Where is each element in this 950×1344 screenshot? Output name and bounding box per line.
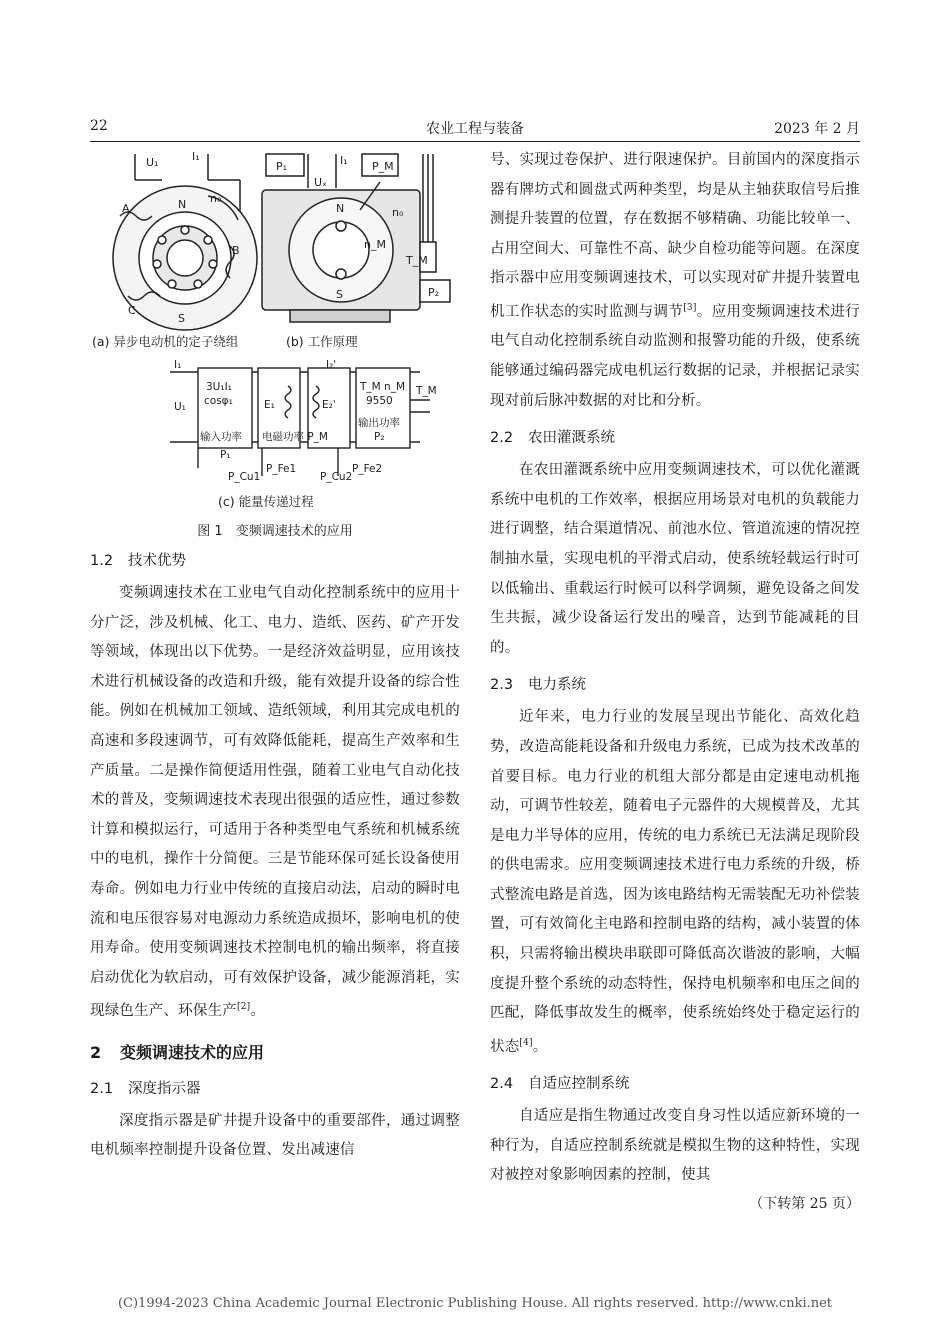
right-column xyxy=(490,146,860,1213)
section-1-2-heading xyxy=(90,549,460,573)
label-i1-c: I₁ xyxy=(174,359,182,371)
subcaption-b: (b) 工作原理 xyxy=(286,334,358,349)
section-2-1-paragraph: 深度指示器是矿井提升设备中的重要部件，通过调整电机频率控制提升设备位置、发出减速信 xyxy=(90,1112,460,1159)
header-rule xyxy=(90,141,860,142)
section-2-4-heading xyxy=(490,1072,860,1096)
formula-tmnm: T_M n_M xyxy=(360,381,406,393)
section-2-2-heading xyxy=(490,426,860,450)
label-pm-b: P_M xyxy=(372,160,394,173)
label-pcu2: P_Cu2 xyxy=(320,471,353,483)
label-u1-c: U₁ xyxy=(174,401,186,413)
journal-name: 农业工程与装备 xyxy=(426,121,524,137)
section-2-2-paragraph: 在农田灌溉系统中应用变频调速技术，可以优化灌溉系统中电机的工作效率，根据应用场景对电机的负载能力进行调整，结合渠道情况、前池水位、管道流速的情况控制抽水量，实现电机的平滑式启动，使系统轻载运行时可以低输出、重载运行时候可以科学调频，避免设备之间发生共振，减少设备运行发出的噪音，达到节能减耗的目的。 xyxy=(490,462,860,656)
label-i1-b: I₁ xyxy=(340,154,348,167)
formula-9550: 9550 xyxy=(366,395,393,407)
section-2-heading xyxy=(90,1039,460,1067)
section-2-3-paragraph xyxy=(490,703,860,1062)
label-n0-a: n₀ xyxy=(210,192,222,205)
label-n0-b: n₀ xyxy=(392,206,404,219)
section-title: 电力系统 xyxy=(528,677,586,694)
label-u1-a: U₁ xyxy=(146,156,159,169)
formula-3u1i1: 3U₁I₁ xyxy=(206,381,232,393)
left-column xyxy=(90,146,460,1166)
label-pcu1: P_Cu1 xyxy=(228,471,261,483)
label-input-power: 输入功率 xyxy=(200,431,242,443)
label-pfe2: P_Fe2 xyxy=(352,463,383,475)
subcaption-c: (c) 能量传递过程 xyxy=(218,494,314,509)
figure-1 xyxy=(90,146,460,516)
copyright-footer: (C)1994-2023 China Academic Journal Electronic Publishing House. All rights reserved. http://www.cnki.net xyxy=(117,1296,833,1311)
paragraph-end: 。 xyxy=(532,1038,548,1055)
section-number: 2.4 xyxy=(490,1076,514,1093)
figure-caption: 图 1 变频调速技术的应用 xyxy=(197,524,353,539)
label-ux: Uₓ xyxy=(314,176,327,189)
label-e1: E₁ xyxy=(264,399,275,411)
paragraph-text: 近年来，电力行业的发展呈现出节能化、高效化趋势，改造高能耗设备和升级电力系统，已成为技术改革的首要目标。电力行业的机组大部分都是由定速电动机拖动，可调节性较差，随着电子元器件的大规模普及，尤其是电力半导体的应用，传统的电力系统已无法满足现阶段的供电需求。应用变频调速技术进行电力系统的升级，桥式整流电路是首选，因为该电路结构无需装配无功补偿装置，可有效简化主电路和控制电路的结构，减小装置的体积，只需将输出模块串联即可降低高次谐波的影响，大幅度提升整个系统的动态特性，保持电机频率和电压之间的匹配，降低事故发生的概率，使系统始终处于稳定运行的状态 xyxy=(490,709,860,1055)
paragraph-text: 号、实现过卷保护、进行限速保护。目前国内的深度指示器有牌坊式和圆盘式两种类型，均是从主轴获取信号后推测提升装置的位置，存在数据不够精确、功能比较单一、占用空间大、可靠性不高、缺少自检功能等问题。在深度指示器中应用变频调速技术，可以实现对矿井提升装置电机工作状态的实时监测与调节 xyxy=(490,152,860,320)
section-2-3-heading xyxy=(490,673,860,697)
section-number: 2.1 xyxy=(90,1080,114,1097)
label-nm-b: n_M xyxy=(364,238,386,251)
citation-2: [2] xyxy=(237,1002,251,1013)
label-p2-b: P₂ xyxy=(428,286,440,299)
label-e2: E₂' xyxy=(322,399,336,411)
label-input-sym: P₁ xyxy=(220,449,231,461)
label-a: A xyxy=(122,202,130,215)
label-p1-b: P₁ xyxy=(276,160,288,173)
label-s: S xyxy=(178,312,185,325)
formula-cosphi: cosφ₁ xyxy=(204,395,233,407)
principle-drawing xyxy=(262,154,450,322)
subcaption-a: (a) 异步电动机的定子绕组 xyxy=(92,334,239,349)
section-2-4-paragraph: 自适应是指生物通过改变自身习性以适应新环境的一种行为，自适应控制系统就是模拟生物的这种特性，实现对被控对象影响因素的控制，使其 xyxy=(490,1108,860,1184)
label-tm-c: T_M xyxy=(416,385,437,397)
page-number: 22 xyxy=(90,118,108,134)
label-s-b: S xyxy=(336,288,343,301)
section-number: 2.3 xyxy=(490,677,514,694)
label-output-power: 输出功率 xyxy=(358,417,400,429)
section-number: 2 xyxy=(90,1042,102,1062)
section-title: 农田灌溉系统 xyxy=(528,430,615,447)
continued-note: （下转第 25 页） xyxy=(749,1196,860,1213)
section-title: 自适应控制系统 xyxy=(528,1076,630,1093)
citation-3: [3] xyxy=(683,302,697,313)
label-c: C xyxy=(128,304,136,317)
label-tm-b: T_M xyxy=(406,254,428,267)
section-1-2-paragraph xyxy=(90,579,460,1027)
figure-1-diagram xyxy=(90,146,460,516)
page-header xyxy=(90,118,860,140)
section-number: 2.2 xyxy=(490,430,514,447)
label-n: N xyxy=(178,198,187,211)
continued-paragraph xyxy=(490,146,860,416)
label-i1-a: I₁ xyxy=(192,150,200,163)
label-n-b: N xyxy=(336,202,345,215)
section-number: 1.2 xyxy=(90,553,114,569)
issue-date: 2023 年 2 月 xyxy=(774,121,860,137)
label-output-sym: P₂ xyxy=(374,431,385,443)
label-b: B xyxy=(232,244,240,257)
label-pfe1: P_Fe1 xyxy=(266,463,297,475)
paragraph-end: 。 xyxy=(250,1003,266,1020)
label-em-power: 电磁功率 P_M xyxy=(262,431,328,443)
section-title: 变频调速技术的应用 xyxy=(120,1042,265,1062)
section-2-1-heading xyxy=(90,1077,460,1101)
label-i2: I₂' xyxy=(326,359,337,371)
paragraph-text-2: 。应用变频调速技术进行电气自动化控制系统自动监测和报警功能的升级，使系统能够通过编码器完成电机运行数据的记录，并根据记录实现对前后脉冲数据的对比和分析。 xyxy=(490,303,861,409)
section-title: 深度指示器 xyxy=(128,1080,201,1097)
paragraph-text: 变频调速技术在工业电气自动化控制系统中的应用十分广泛，涉及机械、化工、电力、造纸、医药、矿产开发等领域，体现出以下优势。一是经济效益明显，应用该技术进行机械设备的改造和升级，能有效提升设备的综合性能。例如在机械加工领域、造纸领域，利用其完成电机的高速和多段速调节，可有效降低能耗，提高生产效率和生产质量。二是操作简便适用性强，随着工业电气自动化技术的普及，变频调速技术表现出很强的适应性，通过参数计算和模拟运行，可适用于各种类型电气系统和机械系统中的电机，操作十分简便。三是节能环保可延长设备使用寿命。例如电力行业中传统的直接启动法，启动的瞬时电流和电压很容易对电源动力系统造成损坏，影响电机的使用寿命。使用变频调速技术控制电机的输出频率，将直接启动优化为软启动，可有效保护设备，减少能源消耗，实现绿色生产、环保生产 xyxy=(90,585,460,1020)
citation-4: [4] xyxy=(519,1037,533,1048)
section-title: 技术优势 xyxy=(128,553,186,569)
